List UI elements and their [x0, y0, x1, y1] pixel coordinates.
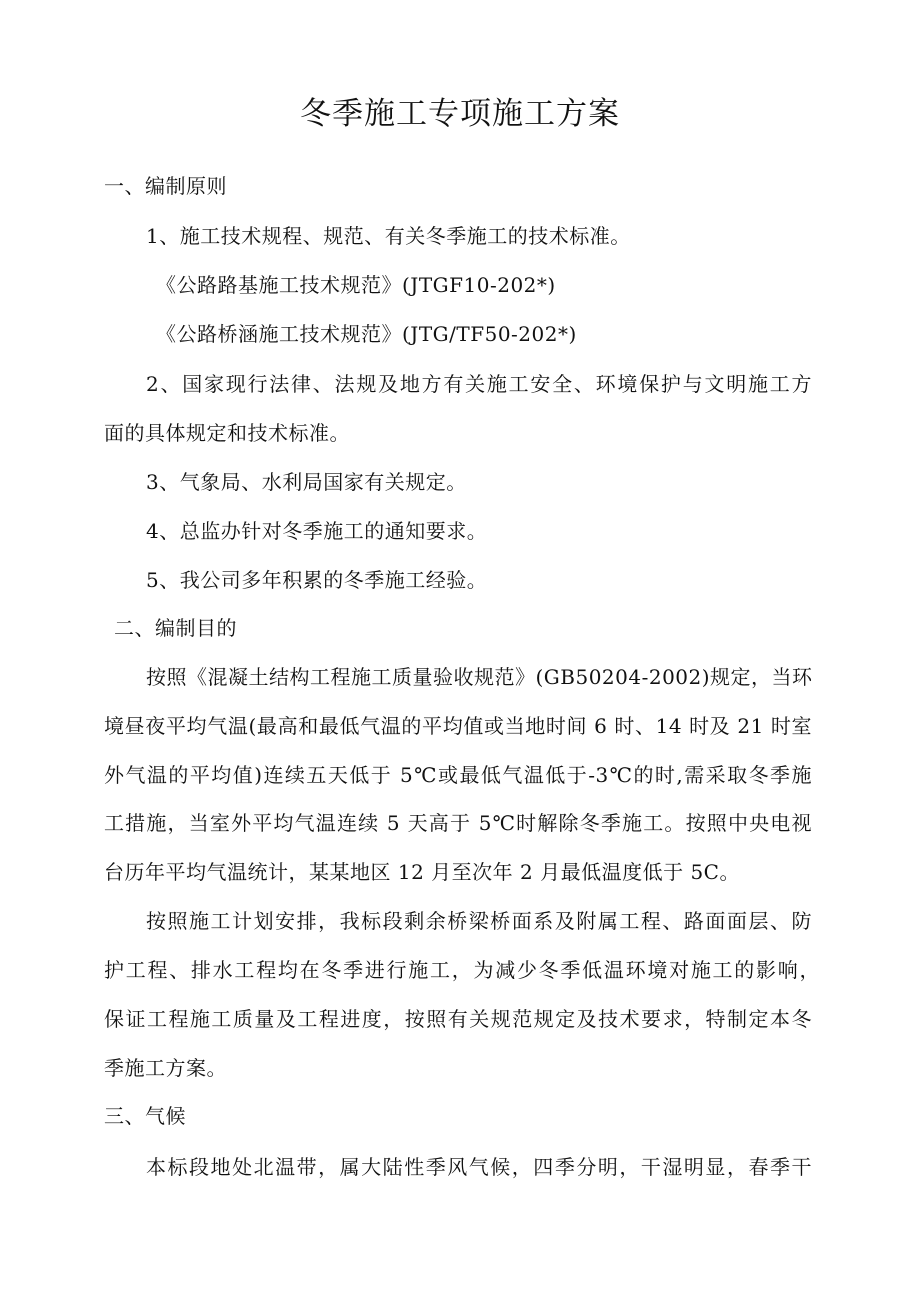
document-title: 冬季施工专项施工方案	[300, 96, 620, 132]
section-heading-purpose: 二、编制目的	[114, 616, 237, 640]
section-heading-climate: 三、气候	[104, 1104, 186, 1128]
section-heading-principles: 一、编制原则	[104, 174, 227, 198]
purpose-para-1-line-5: 台历年平均气温统计，某某地区 12 月至次年 2 月最低温度低于 5C。	[104, 860, 740, 884]
purpose-para-1-line-1: 按照《混凝土结构工程施工质量验收规范》(GB50204-2002)规定，当环	[146, 665, 813, 689]
principle-item-3: 3、气象局、水利局国家有关规定。	[146, 470, 467, 494]
purpose-para-2-line-4: 季施工方案。	[104, 1056, 227, 1080]
principle-item-1: 1、施工技术规程、规范、有关冬季施工的技术标准。	[146, 224, 631, 248]
principle-item-5: 5、我公司多年积累的冬季施工经验。	[146, 568, 488, 592]
principle-item-2-line-2: 面的具体规定和技术标准。	[104, 421, 350, 445]
climate-para-1-line-1: 本标段地处北温带，属大陆性季风气候，四季分明，干湿明显，春季干	[146, 1155, 812, 1179]
purpose-para-1-line-2: 境昼夜平均气温(最高和最低气温的平均值或当地时间 6 时、14 时及 21 时室	[104, 714, 812, 738]
reference-bridge-spec: 《公路桥涵施工技术规范》(JTG/TF50-202*)	[156, 322, 577, 346]
purpose-para-2-line-2: 护工程、排水工程均在冬季进行施工，为减少冬季低温环境对施工的影响，	[104, 958, 820, 982]
principle-item-4: 4、总监办针对冬季施工的通知要求。	[146, 519, 488, 543]
principle-item-2-line-1: 2、国家现行法律、法规及地方有关施工安全、环境保护与文明施工方	[146, 372, 812, 396]
purpose-para-1-line-4: 工措施，当室外平均气温连续 5 天高于 5℃时解除冬季施工。按照中央电视	[104, 811, 812, 835]
reference-road-spec: 《公路路基施工技术规范》(JTGF10-202*)	[156, 273, 556, 297]
purpose-para-2-line-3: 保证工程施工质量及工程进度，按照有关规范规定及技术要求，特制定本冬	[104, 1007, 812, 1031]
purpose-para-1-line-3: 外气温的平均值)连续五天低于 5℃或最低气温低于-3℃的时,需采取冬季施	[104, 763, 812, 787]
purpose-para-2-line-1: 按照施工计划安排，我标段剩余桥梁桥面系及附属工程、路面面层、防	[146, 909, 812, 933]
